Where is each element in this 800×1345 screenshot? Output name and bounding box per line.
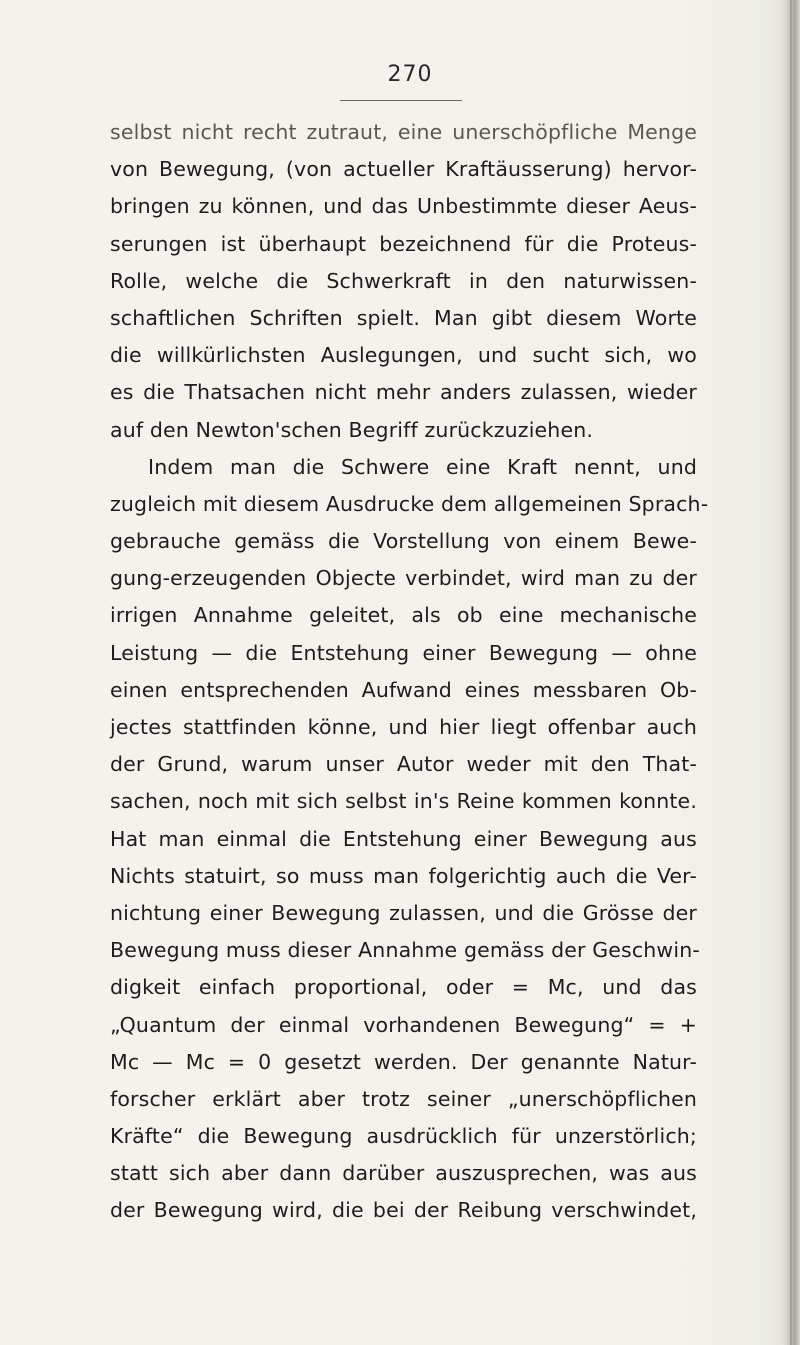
text-line: Bewegung muss dieser Annahme gemäss der Geschwin-	[110, 938, 700, 963]
text-line: Indem man die Schwere eine Kraft nennt, und	[148, 454, 697, 479]
text-line: Mc — Mc = 0 gesetzt werden. Der genannte Natur-	[110, 1049, 697, 1074]
text-line: einen entsprechenden Aufwand eines messbaren Ob-	[110, 677, 697, 702]
text-line: es die Thatsachen nicht mehr anders zulassen, wieder	[110, 380, 697, 405]
text-line: „Quantum der einmal vorhandenen Bewegung“ = +	[110, 1012, 697, 1037]
page-number: 270	[387, 62, 433, 87]
text-line: Rolle, welche die Schwerkraft in den naturwissen-	[110, 268, 697, 293]
text-line: Hat man einmal die Entstehung einer Bewegung aus	[110, 826, 697, 851]
text-line: schaftlichen Schriften spielt. Man gibt diesem Worte	[110, 305, 697, 330]
body-text	[110, 114, 709, 1230]
text-line: gung-erzeugenden Objecte verbindet, wird man zu der	[110, 566, 697, 591]
text-line: digkeit einfach proportional, oder = Mc, und das	[110, 975, 697, 1000]
text-line: irrigen Annahme geleitet, als ob eine mechanische	[110, 603, 697, 628]
text-line: sachen, noch mit sich selbst in's Reine kommen konnte.	[110, 789, 697, 814]
text-line: der Bewegung wird, die bei der Reibung verschwindet,	[110, 1198, 697, 1223]
text-line: forscher erklärt aber trotz seiner „unerschöpflichen	[110, 1086, 697, 1111]
header-rule	[340, 100, 462, 101]
page-edge-line	[790, 0, 792, 1345]
text-line: der Grund, warum unser Autor weder mit den That-	[110, 752, 697, 777]
text-line: Nichts statuirt, so muss man folgerichtig auch die Ver-	[110, 863, 697, 888]
text-line: serungen ist überhaupt bezeichnend für die Proteus-	[110, 231, 697, 256]
text-line: gebrauche gemäss die Vorstellung von einem Bewe-	[110, 529, 697, 554]
text-line: auf den Newton'schen Begriff zurückzuziehen.	[110, 417, 594, 442]
text-line: bringen zu können, und das Unbestimmte dieser Aeus-	[110, 194, 697, 219]
text-line: statt sich aber dann darüber auszusprechen, was aus	[110, 1161, 697, 1186]
text-line: nichtung einer Bewegung zulassen, und die Grösse der	[110, 900, 697, 925]
text-line: jectes stattfinden könne, und hier liegt offenbar auch	[110, 715, 697, 739]
text-line: selbst nicht recht zutraut, eine unerschöpfliche Menge	[110, 120, 697, 144]
text-line: die willkürlichsten Auslegungen, und sucht sich, wo	[110, 343, 697, 368]
text-line: von Bewegung, (von actueller Kraftäusserung) hervor-	[110, 157, 697, 182]
text-line: Kräfte“ die Bewegung ausdrücklich für unzerstörlich;	[110, 1124, 697, 1149]
text-line: Leistung — die Entstehung einer Bewegung — ohne	[110, 640, 697, 665]
text-line: zugleich mit diesem Ausdrucke dem allgemeinen Sprach-	[110, 491, 709, 516]
